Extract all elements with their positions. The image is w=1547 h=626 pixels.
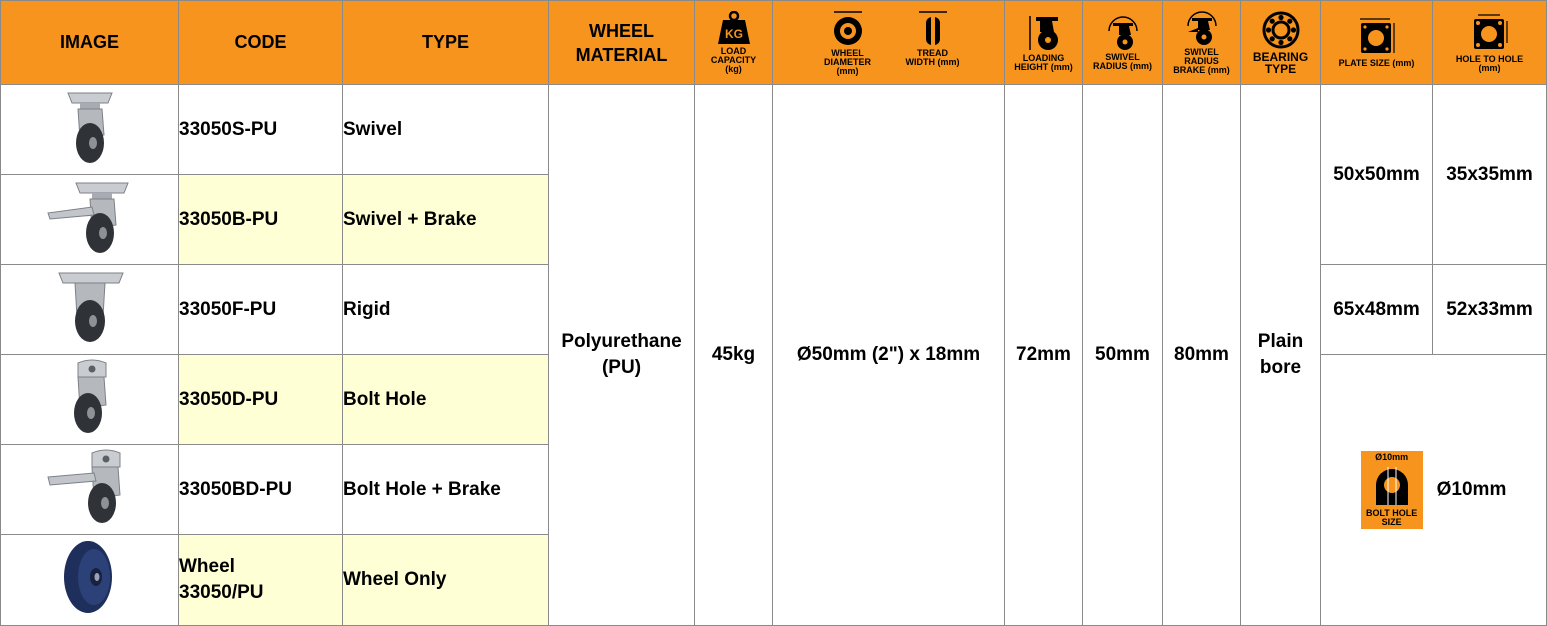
swivel-radius-cell: 50mm [1083, 85, 1163, 626]
wheel-material-cell: Polyurethane (PU) [549, 85, 695, 626]
hole-to-hole-icon [1470, 13, 1510, 53]
header-loading-height: LOADING HEIGHT (mm) [1005, 1, 1083, 85]
wheel-diameter-icon [830, 9, 866, 47]
product-type: Bolt Hole + Brake [343, 445, 549, 535]
header-type: TYPE [343, 1, 549, 85]
product-type: Swivel [343, 85, 549, 175]
bearing-type-cell: Plain bore [1241, 85, 1321, 626]
wheel-size-cell: Ø50mm (2") x 18mm [773, 85, 1005, 626]
bolt-hole-badge-bottom: BOLT HOLE SIZE [1365, 508, 1418, 527]
header-wheel-size: WHEEL DIAMETER (mm) TREAD WIDTH (mm) [773, 1, 1005, 85]
header-swivel-radius: SWIVEL RADIUS (mm) [1083, 1, 1163, 85]
header-load-capacity [695, 1, 773, 85]
product-code: Wheel 33050/PU [179, 535, 343, 626]
header-code: CODE [179, 1, 343, 85]
loading-height-cell: 72mm [1005, 85, 1083, 626]
hole-to-hole-cell: 52x33mm [1433, 265, 1547, 355]
product-image-cell [1, 355, 179, 445]
header-plate-size: PLATE SIZE (mm) [1321, 1, 1433, 85]
product-image-cell [1, 175, 179, 265]
bolt-hole-icon [1372, 465, 1412, 507]
wheel-only-icon [50, 535, 130, 619]
bolt-hole-size-value: Ø10mm [1436, 479, 1507, 500]
header-row [1, 1, 1547, 85]
product-image-cell [1, 445, 179, 535]
product-image-cell [1, 265, 179, 355]
kg-label: KG [724, 27, 743, 41]
load-capacity-cell: 45kg [695, 85, 773, 626]
rigid-caster-icon [45, 267, 135, 347]
swivel-brake-caster-icon [40, 177, 140, 257]
plate-size-cell: 50x50mm [1321, 85, 1433, 265]
loading-height-icon [1026, 14, 1062, 52]
header-image: IMAGE [1, 1, 179, 85]
swivel-radius-brake-cell: 80mm [1163, 85, 1241, 626]
product-code: 33050D-PU [179, 355, 343, 445]
bolt-hole-size-cell [1321, 355, 1547, 626]
bearing-icon [1262, 11, 1300, 49]
product-image-cell [1, 535, 179, 626]
swivel-radius-brake-icon [1184, 10, 1220, 46]
swivel-caster-icon [50, 87, 130, 167]
product-type: Swivel + Brake [343, 175, 549, 265]
tread-width-icon [915, 9, 951, 47]
plate-size-icon [1357, 17, 1397, 57]
header-hole-to-hole: HOLE TO HOLE (mm) [1433, 1, 1547, 85]
header-swivel-radius-brake: SWIVEL RADIUS BRAKE (mm) [1163, 1, 1241, 85]
product-image-cell [1, 85, 179, 175]
hole-to-hole-cell: 35x35mm [1433, 85, 1547, 265]
product-code: 33050BD-PU [179, 445, 343, 535]
product-type: Rigid [343, 265, 549, 355]
product-type: Bolt Hole [343, 355, 549, 445]
table-row [1, 85, 1547, 175]
load-capacity-label: LOAD CAPACITY (kg) [710, 46, 757, 74]
swivel-radius-icon [1105, 15, 1141, 51]
bolt-hole-size-badge [1361, 451, 1423, 529]
product-code: 33050S-PU [179, 85, 343, 175]
header-bearing-type: BEARING TYPE [1241, 1, 1321, 85]
plate-size-cell: 65x48mm [1321, 265, 1433, 355]
header-wheel-material: WHEEL MATERIAL [549, 1, 695, 85]
product-code: 33050F-PU [179, 265, 343, 355]
bolt-hole-badge-top: Ø10mm [1375, 452, 1409, 462]
bolt-hole-caster-icon [50, 357, 130, 437]
kg-weight-icon [716, 11, 752, 45]
bolt-hole-brake-caster-icon [40, 447, 140, 527]
product-type: Wheel Only [343, 535, 549, 626]
product-code: 33050B-PU [179, 175, 343, 265]
